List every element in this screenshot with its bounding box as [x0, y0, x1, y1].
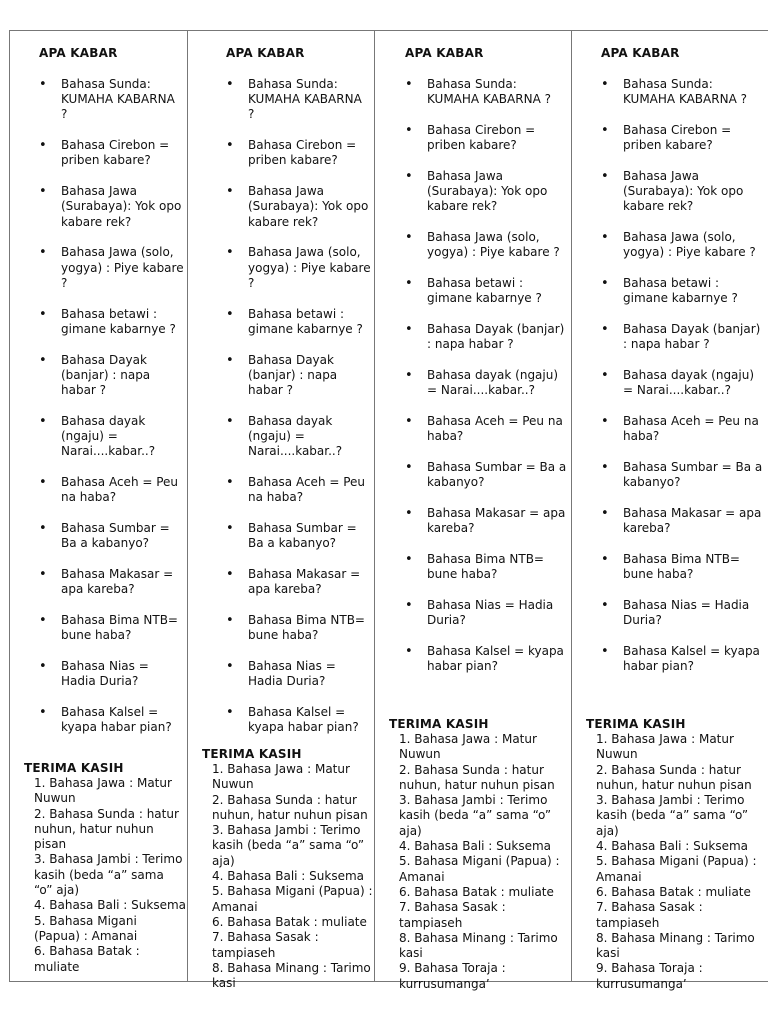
greeting-item: • Bahasa Nias = Hadia Duria? [39, 659, 184, 689]
column-3 [375, 31, 572, 991]
greeting-item: • Bahasa Bima NTB= bune haba? [601, 552, 767, 582]
thanks-item: 5. Bahasa Migani (Papua) : Amanai [596, 854, 757, 884]
greeting-item: • Bahasa Cirebon = priben kabare? [226, 138, 371, 168]
thanks-item: 5. Bahasa Migani (Papua) : Amanai [399, 854, 560, 884]
column-heading: APA KABAR [39, 46, 118, 60]
greeting-item: • Bahasa Nias = Hadia Duria? [226, 659, 371, 689]
thanks-item: 8. Bahasa Minang : Tarimo kasi [212, 960, 371, 991]
thanks-list [24, 776, 186, 975]
thanks-item: 7. Bahasa Sasak : tampiaseh [212, 930, 319, 960]
greeting-item: • Bahasa Dayak (banjar) : napa habar ? [405, 322, 570, 352]
greeting-list [226, 77, 371, 751]
document-sheet [9, 30, 768, 991]
thanks-item: 6. Bahasa Batak : muliate [596, 884, 751, 899]
greeting-item: • Bahasa Jawa (solo, yogya) : Piye kabare ? [226, 245, 371, 291]
thanks-section [24, 761, 186, 975]
greeting-item: • Bahasa dayak (ngaju) = Narai....kabar..? [39, 414, 184, 460]
greeting-item: • Bahasa Aceh = Peu na haba? [601, 414, 767, 444]
thanks-item: 5. Bahasa Migani (Papua) : Amanai [34, 913, 138, 943]
column-4 [572, 31, 769, 991]
thanks-section [389, 717, 571, 992]
greeting-list [39, 77, 184, 751]
thanks-item: 3. Bahasa Jambi : Terimo kasih (beda “a” sama “o” aja) [399, 793, 552, 838]
thanks-heading: TERIMA KASIH [389, 717, 489, 731]
thanks-item: 1. Bahasa Jawa : Matur Nuwun [399, 732, 537, 762]
greeting-item: • Bahasa Kalsel = kyapa habar pian? [226, 705, 371, 735]
thanks-item: 8. Bahasa Minang : Tarimo kasi [596, 930, 755, 961]
greeting-item: • Bahasa Jawa (Surabaya): Yok opo kabare rek? [39, 184, 184, 230]
greeting-item: • Bahasa Jawa (solo, yogya) : Piye kabare ? [39, 245, 184, 291]
greeting-item: • Bahasa Bima NTB= bune haba? [405, 552, 570, 582]
thanks-item: 1. Bahasa Jawa : Matur Nuwun [34, 776, 172, 806]
greeting-item: • Bahasa dayak (ngaju) = Narai....kabar..? [405, 368, 570, 398]
greeting-item: • Bahasa dayak (ngaju) = Narai....kabar..? [226, 414, 371, 460]
greeting-item: • Bahasa Sumbar = Ba a kabanyo? [226, 521, 371, 551]
greeting-list [405, 77, 570, 690]
greeting-item: • Bahasa Makasar = apa kareba? [405, 506, 570, 536]
greeting-item: • Bahasa Makasar = apa kareba? [226, 567, 371, 597]
greeting-item: • Bahasa Sumbar = Ba a kabanyo? [405, 460, 570, 490]
greeting-item: • Bahasa Nias = Hadia Duria? [601, 598, 767, 628]
greeting-item: • Bahasa Aceh = Peu na haba? [226, 475, 371, 505]
thanks-section [586, 717, 768, 992]
greeting-item: • Bahasa Dayak (banjar) : napa habar ? [39, 353, 184, 399]
greeting-item: • Bahasa Jawa (solo, yogya) : Piye kabare ? [405, 230, 570, 260]
greeting-list [601, 77, 767, 690]
column-heading: APA KABAR [226, 46, 305, 60]
greeting-item: • Bahasa Jawa (solo, yogya) : Piye kabare ? [601, 230, 767, 260]
greeting-item: • Bahasa Bima NTB= bune haba? [39, 613, 184, 643]
thanks-item: 9. Bahasa Toraja : kurrusumanga’ [399, 961, 506, 991]
thanks-item: 6. Bahasa Batak : muliate [399, 884, 554, 899]
greeting-item: • Bahasa Makasar = apa kareba? [601, 506, 767, 536]
greeting-item: • Bahasa Sumbar = Ba a kabanyo? [39, 521, 184, 551]
thanks-heading: TERIMA KASIH [24, 761, 124, 775]
greeting-item: • Bahasa Cirebon = priben kabare? [405, 123, 570, 153]
column-2 [188, 31, 375, 991]
thanks-item: 1. Bahasa Jawa : Matur Nuwun [212, 762, 350, 792]
thanks-heading: TERIMA KASIH [202, 747, 302, 761]
thanks-item: 9. Bahasa Toraja : kurrusumanga’ [596, 961, 703, 991]
greeting-item: • Bahasa Makasar = apa kareba? [39, 567, 184, 597]
greeting-item: • Bahasa Jawa (Surabaya): Yok opo kabare rek? [601, 169, 767, 215]
greeting-item: • Bahasa Aceh = Peu na haba? [405, 414, 570, 444]
greeting-item: • Bahasa Dayak (banjar) : napa habar ? [601, 322, 767, 352]
greeting-item: • Bahasa Kalsel = kyapa habar pian? [601, 644, 767, 674]
thanks-item: 4. Bahasa Bali : Suksema [34, 898, 187, 913]
thanks-item: 6. Bahasa Batak : muliate [212, 914, 367, 929]
column-1 [10, 31, 188, 981]
greeting-item: • Bahasa betawi : gimane kabarnye ? [39, 307, 184, 337]
thanks-item: 5. Bahasa Migani (Papua) : Amanai [212, 884, 373, 914]
greeting-item: • Bahasa Sunda: KUMAHA KABARNA ? [405, 77, 570, 107]
thanks-item: 4. Bahasa Bali : Suksema [596, 839, 749, 854]
thanks-list [202, 762, 374, 991]
greeting-item: • Bahasa betawi : gimane kabarnye ? [226, 307, 371, 337]
greeting-item: • Bahasa Sunda: KUMAHA KABARNA ? [601, 77, 767, 107]
greeting-item: • Bahasa Sunda: KUMAHA KABARNA ? [226, 77, 371, 123]
thanks-heading: TERIMA KASIH [586, 717, 686, 731]
greeting-item: • Bahasa betawi : gimane kabarnye ? [405, 276, 570, 306]
greeting-item: • Bahasa Jawa (Surabaya): Yok opo kabare rek? [226, 184, 371, 230]
greeting-item: • Bahasa Aceh = Peu na haba? [39, 475, 184, 505]
thanks-item: 6. Bahasa Batak : muliate [34, 944, 140, 974]
thanks-item: 2. Bahasa Sunda : hatur nuhun, hatur nuhun pisan [596, 762, 752, 792]
greeting-item: • Bahasa Cirebon = priben kabare? [601, 123, 767, 153]
thanks-list [586, 732, 768, 992]
greeting-item: • Bahasa dayak (ngaju) = Narai....kabar..? [601, 368, 767, 398]
thanks-item: 1. Bahasa Jawa : Matur Nuwun [596, 732, 734, 762]
greeting-item: • Bahasa Bima NTB= bune haba? [226, 613, 371, 643]
column-heading: APA KABAR [405, 46, 484, 60]
greeting-item: • Bahasa Sunda: KUMAHA KABARNA ? [39, 77, 184, 123]
thanks-item: 3. Bahasa Jambi : Terimo kasih (beda “a” sama “o” aja) [212, 823, 365, 868]
thanks-item: 2. Bahasa Sunda : hatur nuhun, hatur nuhun pisan [399, 762, 555, 792]
greeting-item: • Bahasa Sumbar = Ba a kabanyo? [601, 460, 767, 490]
greeting-item: • Bahasa Jawa (Surabaya): Yok opo kabare rek? [405, 169, 570, 215]
greeting-item: • Bahasa Kalsel = kyapa habar pian? [405, 644, 570, 674]
thanks-item: 2. Bahasa Sunda : hatur nuhun, hatur nuhun pisan [212, 792, 368, 822]
thanks-item: 2. Bahasa Sunda : hatur nuhun, hatur nuhun pisan [34, 806, 179, 852]
thanks-section [202, 747, 374, 991]
thanks-item: 7. Bahasa Sasak : tampiaseh [596, 900, 703, 930]
greeting-item: • Bahasa Cirebon = priben kabare? [39, 138, 184, 168]
greeting-item: • Bahasa Dayak (banjar) : napa habar ? [226, 353, 371, 399]
thanks-item: 8. Bahasa Minang : Tarimo kasi [399, 930, 558, 961]
greeting-item: • Bahasa Kalsel = kyapa habar pian? [39, 705, 184, 735]
thanks-list [389, 732, 571, 992]
column-heading: APA KABAR [601, 46, 680, 60]
thanks-item: 4. Bahasa Bali : Suksema [399, 839, 552, 854]
thanks-item: 7. Bahasa Sasak : tampiaseh [399, 900, 506, 930]
thanks-item: 4. Bahasa Bali : Suksema [212, 869, 365, 884]
greeting-item: • Bahasa betawi : gimane kabarnye ? [601, 276, 767, 306]
thanks-item: 3. Bahasa Jambi : Terimo kasih (beda “a” sama “o” aja) [596, 793, 749, 838]
greeting-item: • Bahasa Nias = Hadia Duria? [405, 598, 570, 628]
thanks-item: 3. Bahasa Jambi : Terimo kasih (beda “a” sama “o” aja) [34, 852, 183, 898]
